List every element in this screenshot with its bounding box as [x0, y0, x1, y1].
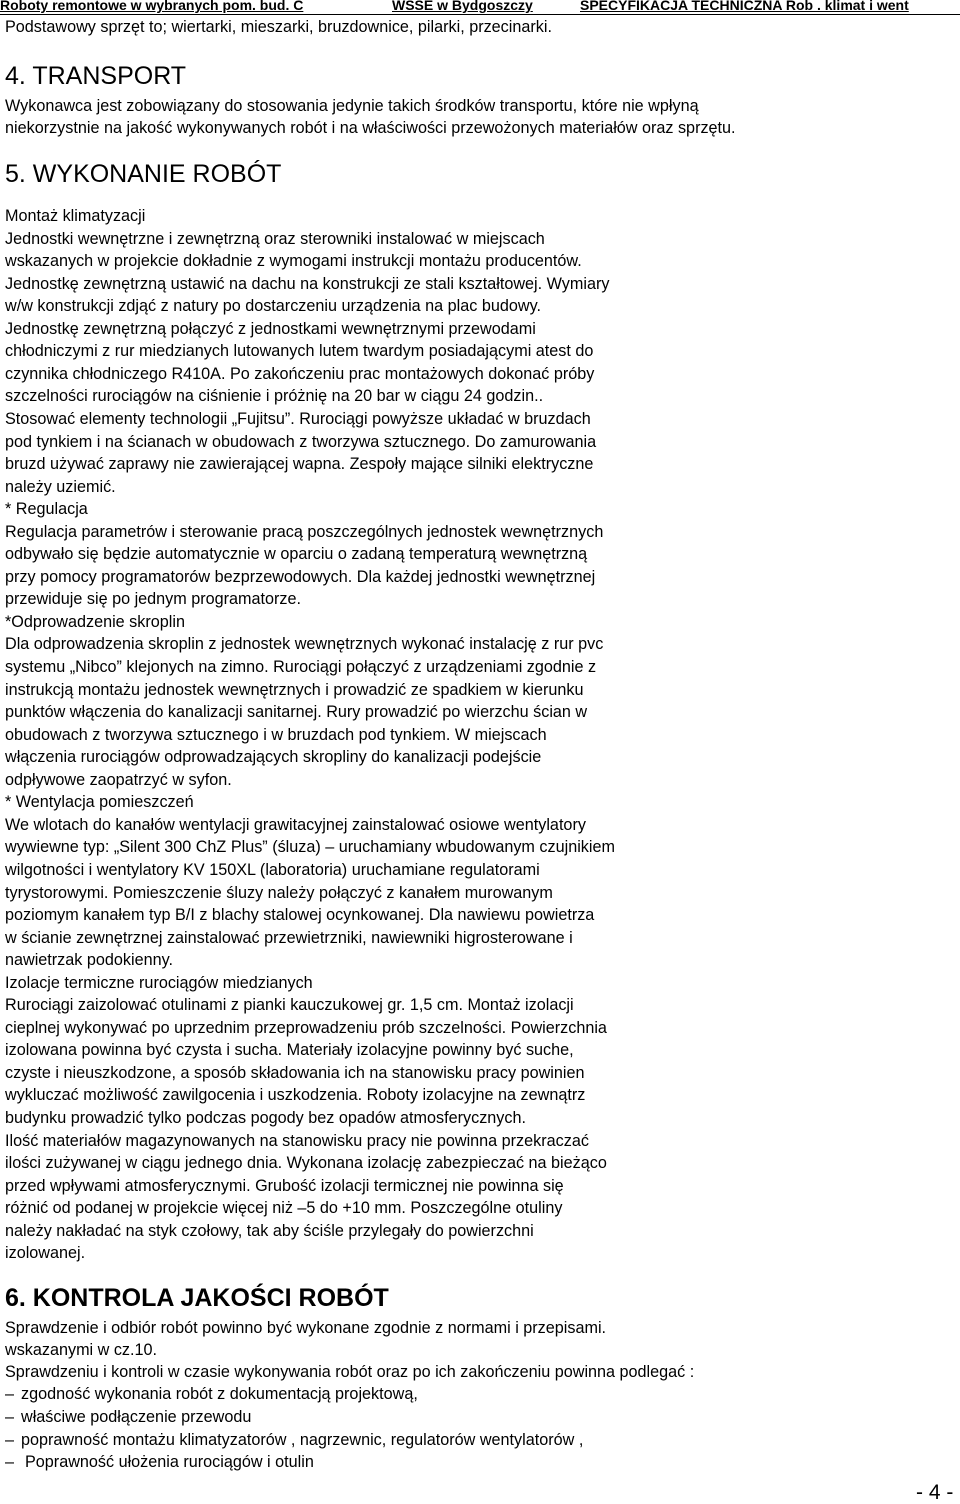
paragraph-line: pod tynkiem i na ścianach w obudowach z tworzywa sztucznego. Do zamurowania: [5, 433, 597, 451]
paragraph-line: Regulacja parametrów i sterowanie pracą poszczególnych jednostek wewnętrznych: [5, 523, 604, 541]
section-heading-quality: 6. KONTROLA JAKOŚCI ROBÓT: [5, 1284, 389, 1312]
list-item-text: Poprawność ułożenia rurociągów i otulin: [25, 1453, 314, 1471]
paragraph-line: budynku prowadzić tylko podczas pogody bez opadów atmosferycznych.: [5, 1109, 526, 1127]
paragraph-line: różnić od podanej w projekcie więcej niż –5 do +10 mm. Poszczególne otuliny: [5, 1199, 563, 1217]
paragraph-line: Jednostkę zewnętrzną połączyć z jednostkami wewnętrznymi przewodami: [5, 320, 536, 338]
paragraph-line: *Odprowadzenie skroplin: [5, 613, 185, 631]
list-item-text: właściwe podłączenie przewodu: [21, 1408, 252, 1426]
section-heading-execution: 5. WYKONANIE ROBÓT: [5, 160, 282, 188]
paragraph-line: * Regulacja: [5, 500, 88, 518]
paragraph-line: przewiduje się po jednym programatorze.: [5, 590, 302, 608]
paragraph-line: punktów włączenia do kanalizacji sanitarnej. Rury prowadzić po wierzchu ścian w: [5, 703, 588, 721]
paragraph-line: systemu „Nibco” klejonych na zimno. Rurociągi połączyć z urządzeniami zgodnie z: [5, 658, 597, 676]
page-header: [0, 0, 960, 15]
paragraph-line: wykluczać możliwość zawilgocenia i uszkodzenia. Roboty izolacyjne na zewnątrz: [5, 1086, 586, 1104]
paragraph-line: niekorzystnie na jakość wykonywanych robót i na właściwości przewożonych materiałów oraz sprzętu.: [5, 119, 736, 137]
header-project: Roboty remontowe w wybranych pom. bud. C: [0, 0, 304, 13]
dash-bullet: –: [5, 1385, 15, 1403]
list-item-text: poprawność montażu klimatyzatorów , nagrzewnic, regulatorów wentylatorów ,: [21, 1431, 584, 1449]
paragraph-line: nawietrzak podokienny.: [5, 951, 173, 969]
list-item: [5, 1384, 418, 1404]
paragraph-line: Wykonawca jest zobowiązany do stosowania jedynie takich środków transportu, które nie wpłyną: [5, 97, 699, 115]
paragraph-line: izolowanej.: [5, 1244, 86, 1262]
header-spec: SPECYFIKACJA TECHNICZNA Rob . klimat i went: [580, 0, 909, 13]
paragraph-line: Stosować elementy technologii „Fujitsu”. Rurociągi powyższe układać w bruzdach: [5, 410, 591, 428]
intro-line: Podstawowy sprzęt to; wiertarki, mieszarki, bruzdownice, pilarki, przecinarki.: [5, 18, 552, 36]
paragraph-line: We wlotach do kanałów wentylacji grawitacyjnej zainstalować osiowe wentylatory: [5, 816, 586, 834]
paragraph-line: tyrystorowymi. Pomieszczenie śluzy należy połączyć z kanałem murowanym: [5, 884, 553, 902]
paragraph-line: wywiewne typ: „Silent 300 ChZ Plus” (śluza) – uruchamiany wbudowanym czujnikiem: [5, 838, 615, 856]
list-item: [5, 1430, 583, 1450]
paragraph-line: instrukcją montażu jednostek wewnętrznych i prowadzić ze spadkiem w kierunku: [5, 681, 584, 699]
paragraph-line: Montaż klimatyzacji: [5, 207, 146, 225]
paragraph-line: w/w konstrukcji zdjąć z natury po dostarczeniu urządzenia na plac budowy.: [5, 297, 541, 315]
paragraph-line: Jednostki wewnętrzne i zewnętrzną oraz sterowniki instalować w miejscach: [5, 230, 545, 248]
list-item-text: zgodność wykonania robót z dokumentacją projektową,: [21, 1385, 418, 1403]
list-item: [5, 1452, 314, 1472]
paragraph-line: czyste i nieuszkodzone, a sposób składowania ich na stanowisku pracy powinien: [5, 1064, 585, 1082]
dash-bullet: –: [5, 1453, 15, 1471]
paragraph-line: poziomym kanałem typ B/I z blachy stalowej ocynkowanej. Dla nawiewu powietrza: [5, 906, 595, 924]
paragraph-line: ilości zużywanej w ciągu jednego dnia. Wykonana izolację zabezpieczać na bieżąco: [5, 1154, 607, 1172]
paragraph-line: przed wpływami atmosferycznymi. Grubość izolacji termicznej nie powinna się: [5, 1177, 564, 1195]
paragraph-line: Sprawdzeniu i kontroli w czasie wykonywania robót oraz po ich zakończeniu powinna podlegać :: [5, 1363, 695, 1381]
paragraph-line: należy nakładać na styk czołowy, tak aby ściśle przylegały do powierzchni: [5, 1222, 534, 1240]
paragraph-line: wilgotności i wentylatory KV 150XL (laboratoria) uruchamiane regulatorami: [5, 861, 540, 879]
section-heading-transport: 4. TRANSPORT: [5, 62, 187, 90]
paragraph-line: włączenia rurociągów odprowadzających skropliny do kanalizacji podejście: [5, 748, 542, 766]
page-number: - 4 -: [916, 1481, 954, 1504]
paragraph-line: izolowana powinna być czysta i sucha. Materiały izolacyjne powinny być suche,: [5, 1041, 574, 1059]
paragraph-line: w ścianie zewnętrznej zainstalować przewietrzniki, nawiewniki higrosterowane i: [5, 929, 573, 947]
dash-bullet: –: [5, 1431, 15, 1449]
paragraph-line: przy pomocy programatorów bezprzewodowych. Dla każdej jednostki wewnętrznej: [5, 568, 596, 586]
paragraph-line: należy uziemić.: [5, 478, 116, 496]
paragraph-line: bruzd używać zaprawy nie zawierającej wapna. Zespoły mające silniki elektryczne: [5, 455, 594, 473]
paragraph-line: chłodniczymi z rur miedzianych lutowanych lutem twardym posiadającymi atest do: [5, 342, 594, 360]
paragraph-line: cieplnej wykonywać po uprzednim przeprowadzeniu prób szczelności. Powierzchnia: [5, 1019, 607, 1037]
paragraph-line: wskazanymi w cz.10.: [5, 1341, 158, 1359]
list-item: [5, 1407, 251, 1427]
paragraph-line: obudowach z tworzywa sztucznego i w bruzdach pod tynkiem. W miejscach: [5, 726, 547, 744]
dash-bullet: –: [5, 1408, 15, 1426]
paragraph-line: Jednostkę zewnętrzną ustawić na dachu na konstrukcji ze stali kształtowej. Wymiary: [5, 275, 610, 293]
paragraph-line: Ilość materiałów magazynowanych na stanowisku pracy nie powinna przekraczać: [5, 1132, 589, 1150]
paragraph-line: Rurociągi zaizolować otulinami z pianki kauczukowej gr. 1,5 cm. Montaż izolacji: [5, 996, 574, 1014]
paragraph-line: czynnika chłodniczego R410A. Po zakończeniu prac montażowych dokonać próby: [5, 365, 595, 383]
paragraph-line: odbywało się będzie automatycznie w oparciu o zadaną temperaturą wewnętrzną: [5, 545, 588, 563]
paragraph-line: szczelności rurociągów na ciśnienie i próżnię na 20 bar w ciągu 24 godzin..: [5, 387, 544, 405]
paragraph-line: Izolacje termiczne rurociągów miedzianych: [5, 974, 313, 992]
paragraph-line: Sprawdzenie i odbiór robót powinno być wykonane zgodnie z normami i przepisami.: [5, 1319, 607, 1337]
paragraph-line: Dla odprowadzenia skroplin z jednostek wewnętrznych wykonać instalację z rur pvc: [5, 635, 604, 653]
header-institution: WSSE w Bydgoszczy: [392, 0, 533, 13]
paragraph-line: wskazanych w projekcie dokładnie z wymogami instrukcji montażu producentów.: [5, 252, 582, 270]
paragraph-line: * Wentylacja pomieszczeń: [5, 793, 194, 811]
paragraph-line: odpływowe zaopatrzyć w syfon.: [5, 771, 232, 789]
